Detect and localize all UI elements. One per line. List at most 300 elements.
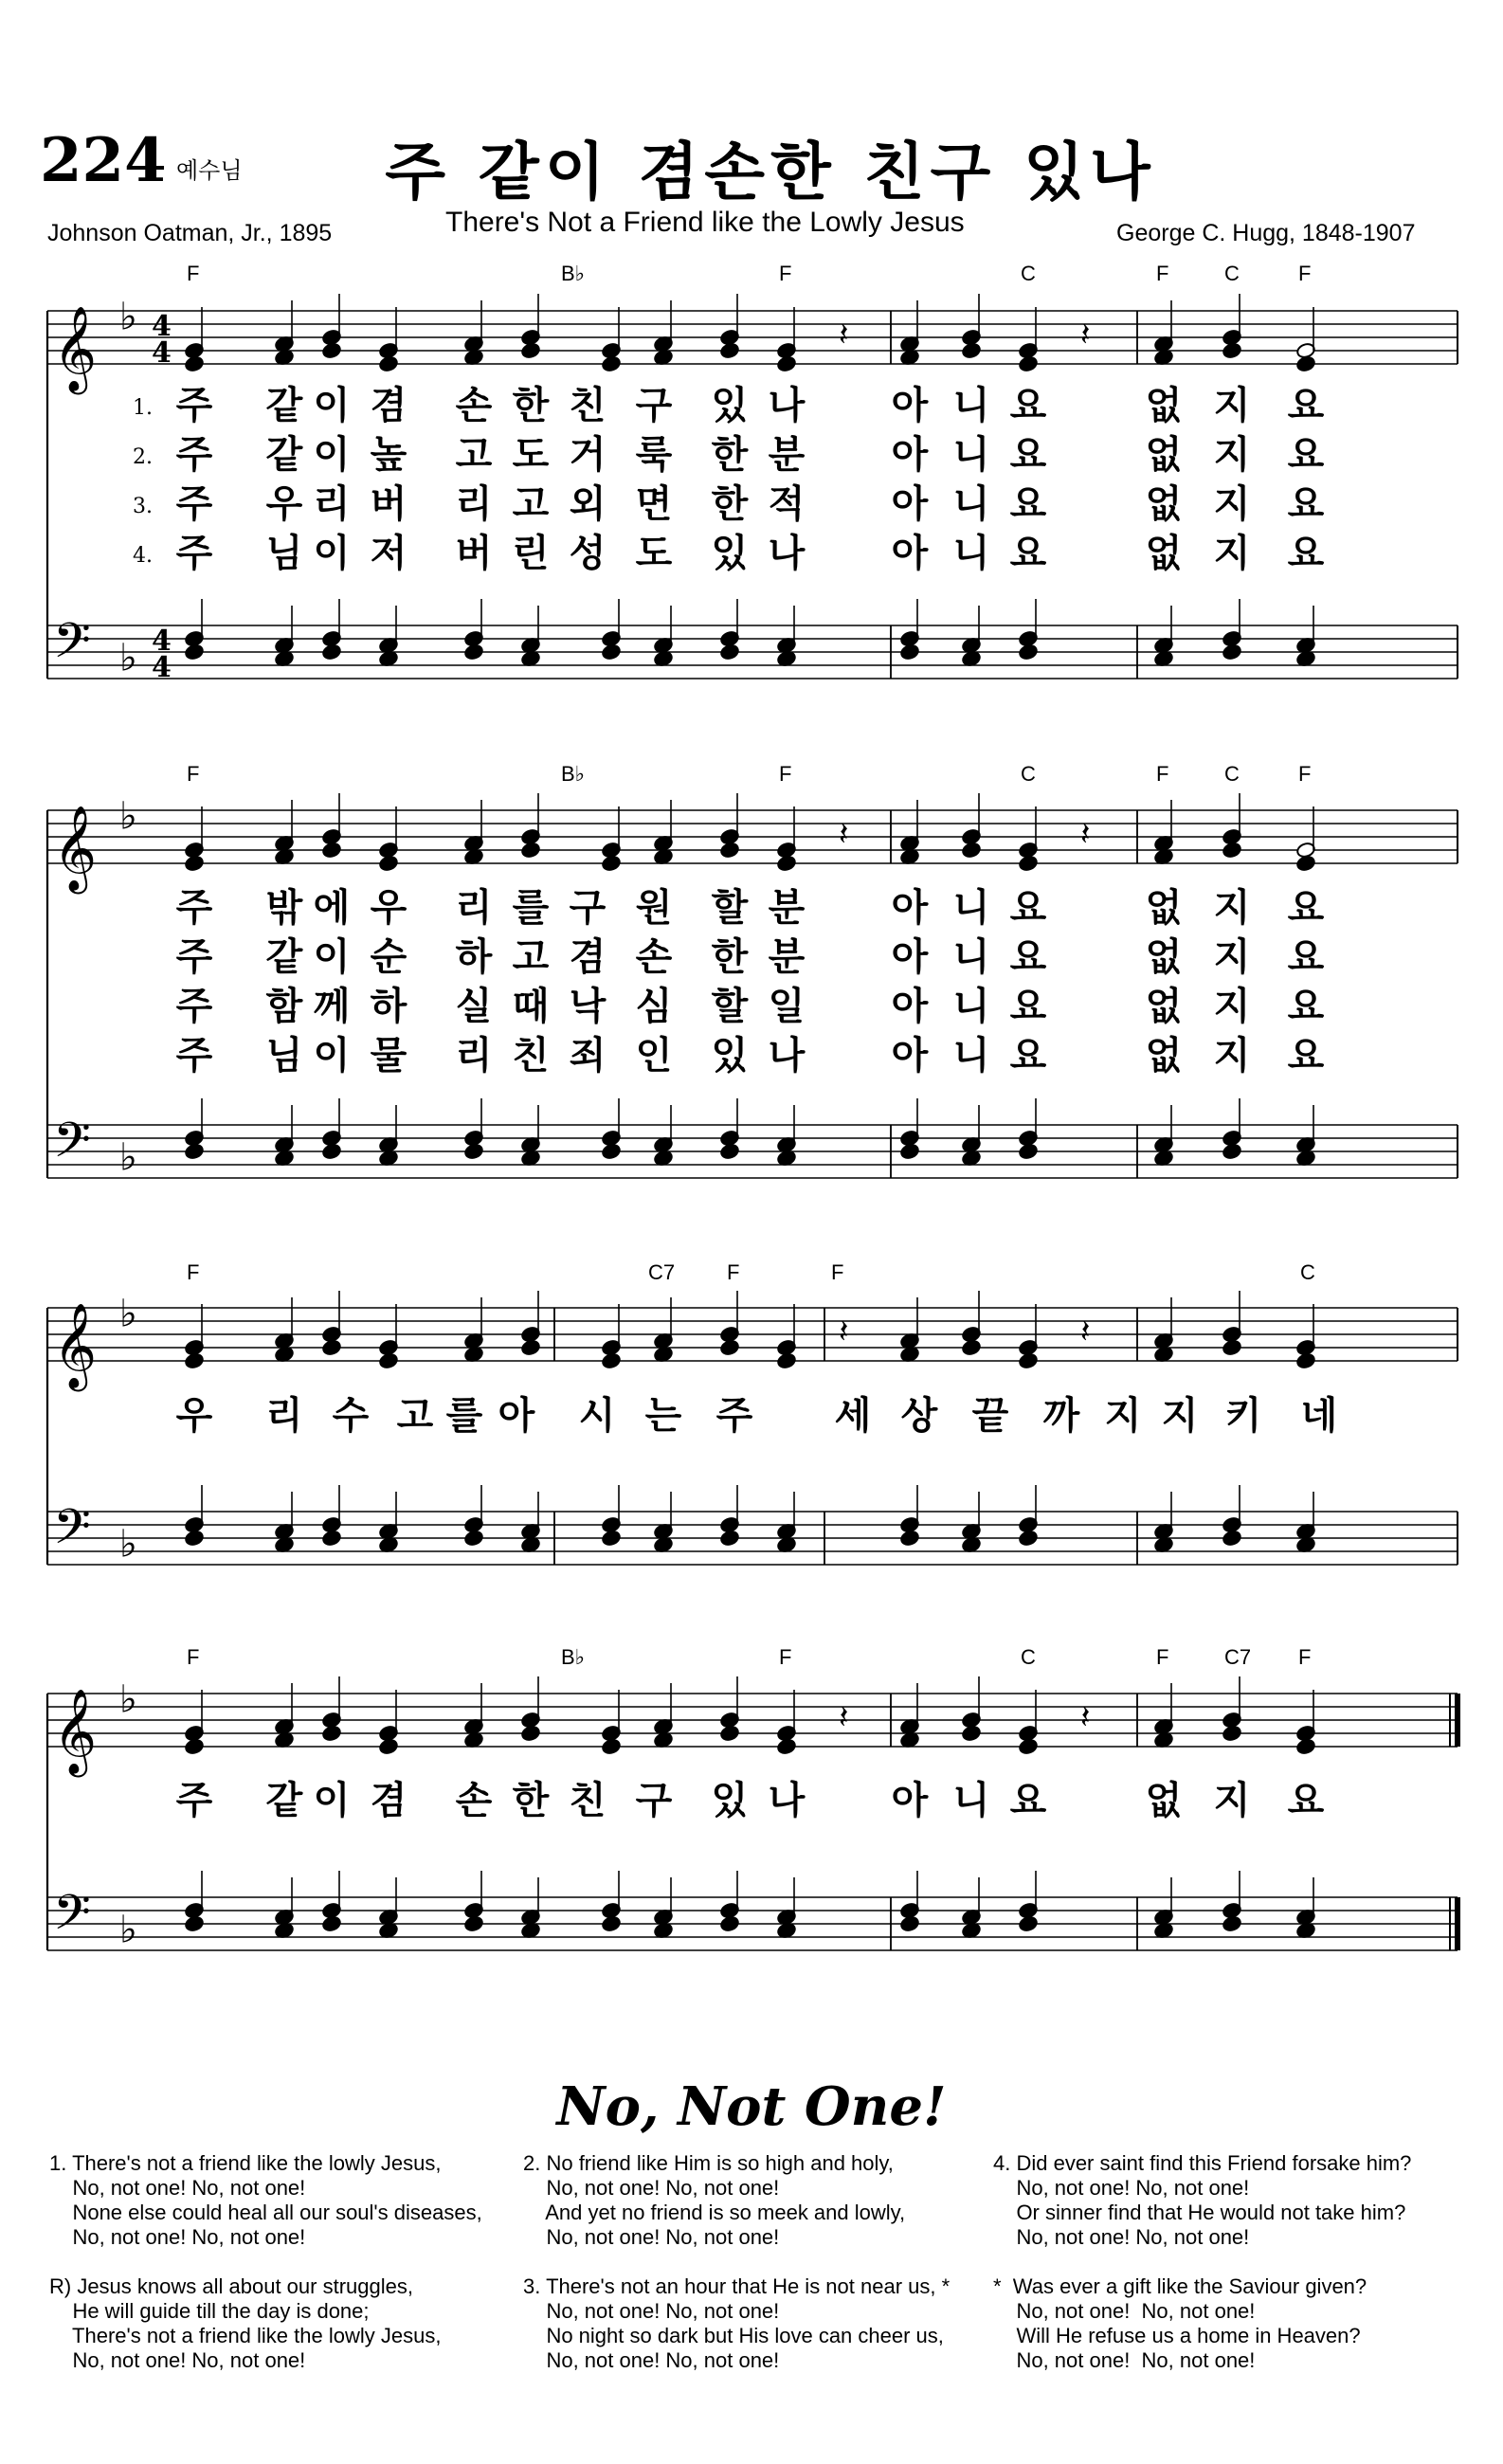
lyric-syllable: 지 xyxy=(1213,433,1251,477)
lyric-syllable: 없 xyxy=(1145,482,1183,526)
rest-icon: 𝄽 xyxy=(1080,1698,1091,1737)
english-verse-line: No, not one! No, not one! xyxy=(993,2225,1250,2249)
lyric-syllable: 낙 xyxy=(569,985,607,1028)
note-head xyxy=(520,842,540,859)
lyric-syllable: 에 xyxy=(313,886,351,930)
lyric-line xyxy=(0,430,1503,480)
lyric-syllable: 니 xyxy=(952,384,990,427)
lyric-syllable: 주 xyxy=(175,384,213,427)
lyric-line xyxy=(0,982,1503,1031)
flat-key-signature-icon: ♭ xyxy=(119,1292,137,1336)
bass-staff xyxy=(47,599,1458,684)
treble-staff xyxy=(47,1676,1458,1778)
lyric-syllable: 우 xyxy=(175,1394,213,1438)
english-verses-column-2 xyxy=(523,2151,950,2373)
lyric-syllable: 순 xyxy=(370,935,407,979)
lyric-syllable: 나 xyxy=(768,532,806,575)
time-signature: 4 xyxy=(152,624,172,658)
lyric-syllable: 겸 xyxy=(370,1779,407,1822)
lyric-syllable: 요 xyxy=(1287,384,1325,427)
lyric-syllable: 니 xyxy=(952,532,990,575)
note-head xyxy=(601,855,621,872)
note-head xyxy=(601,1738,621,1755)
note-head xyxy=(719,1143,739,1160)
bass-clef-icon: 𝄢 xyxy=(53,1883,91,1953)
lyric-syllable: 리 xyxy=(265,1394,303,1438)
lyric-syllable: 고 xyxy=(396,1394,434,1438)
lyric-syllable: 있 xyxy=(711,532,749,575)
chord-symbol: F xyxy=(187,1260,200,1284)
hymn-title-korean: 주 같이 겸손한 친구 있나 xyxy=(385,136,1156,208)
lyric-syllable: 함 xyxy=(265,985,303,1028)
lyric-syllable: 님 xyxy=(265,532,303,575)
treble-clef-icon: 𝄞 xyxy=(53,1689,98,1774)
english-verse-line: No, not one! No, not one! xyxy=(49,2176,306,2200)
verse-number: 2. xyxy=(133,445,153,469)
hymn-category: 예수님 xyxy=(176,157,243,184)
lyric-syllable: 손 xyxy=(455,1779,493,1822)
note-head xyxy=(776,1352,796,1369)
note-head xyxy=(184,1352,204,1369)
note-head xyxy=(1295,1352,1315,1369)
note-head xyxy=(1222,1339,1241,1356)
note-head xyxy=(601,355,621,372)
lyric-syllable: 지 xyxy=(1213,482,1251,526)
lyric-line xyxy=(0,480,1503,529)
lyric-syllable: 겸 xyxy=(569,935,607,979)
note-head xyxy=(899,1143,919,1160)
verse-number: 1. xyxy=(133,396,153,420)
lyric-syllable: 없 xyxy=(1145,985,1183,1028)
note-head xyxy=(378,1738,398,1755)
lyric-syllable: 를 xyxy=(512,886,550,930)
lyric-syllable: 지 xyxy=(1213,1034,1251,1078)
english-title: No, Not One! xyxy=(556,2075,947,2138)
lyric-syllable: 심 xyxy=(635,985,673,1028)
note-head xyxy=(184,1915,204,1932)
lyric-syllable: 친 xyxy=(512,1034,550,1078)
lyric-syllable: 리 xyxy=(455,482,493,526)
lyric-syllable: 린 xyxy=(512,532,550,575)
chord-symbol: F xyxy=(779,262,792,285)
lyric-syllable: 시 xyxy=(578,1394,616,1438)
lyric-syllable: 나 xyxy=(768,1034,806,1078)
chord-symbol: F xyxy=(779,1645,792,1669)
note-head xyxy=(776,855,796,872)
lyric-syllable: 요 xyxy=(1287,985,1325,1028)
bass-staff xyxy=(47,1098,1458,1180)
lyric-syllable: 아 xyxy=(891,1779,929,1822)
lyric-syllable: 룩 xyxy=(635,433,673,477)
lyric-syllable: 아 xyxy=(891,482,929,526)
english-verse-line: He will guide till the day is done; xyxy=(49,2299,370,2323)
lyric-syllable: 요 xyxy=(1009,935,1047,979)
lyric-syllable: 구 xyxy=(635,384,673,427)
note-head xyxy=(1295,355,1315,372)
english-verse-line: No night so dark but His love can cheer us, xyxy=(523,2324,944,2347)
lyric-syllable: 지 xyxy=(1161,1394,1199,1438)
lyric-syllable: 요 xyxy=(1287,935,1325,979)
lyric-syllable: 지 xyxy=(1213,985,1251,1028)
rest-icon: 𝄽 xyxy=(839,316,849,354)
lyric-line xyxy=(0,529,1503,578)
note-head xyxy=(719,842,739,859)
lyric-syllable: 지 xyxy=(1213,935,1251,979)
lyric-syllable: 리 xyxy=(455,886,493,930)
chord-symbol: C xyxy=(1021,762,1036,786)
lyric-syllable: 적 xyxy=(768,482,806,526)
note-head xyxy=(1222,1143,1241,1160)
chord-symbol: F xyxy=(187,1645,200,1669)
note-head xyxy=(378,355,398,372)
lyric-syllable: 같 xyxy=(265,384,303,427)
flat-key-signature-icon: ♭ xyxy=(119,1677,137,1722)
lyric-line xyxy=(0,883,1503,933)
lyric-syllable: 아 xyxy=(891,985,929,1028)
lyric-syllable: 이 xyxy=(313,1034,351,1078)
chord-symbol: F xyxy=(1156,762,1169,786)
chord-symbol: F xyxy=(727,1260,740,1284)
chord-symbol: F xyxy=(1156,262,1169,285)
note-head xyxy=(776,355,796,372)
svg-text:4: 4 xyxy=(152,335,172,370)
rest-icon: 𝄽 xyxy=(1080,1313,1091,1351)
time-signature: 4 xyxy=(152,309,172,343)
lyric-syllable: 요 xyxy=(1009,532,1047,575)
lyric-syllable: 니 xyxy=(952,1779,990,1822)
lyric-syllable: 요 xyxy=(1009,886,1047,930)
lyric-syllable: 우 xyxy=(265,482,303,526)
english-verse-line: No, not one! No, not one! xyxy=(523,2348,780,2372)
verse-number: 3. xyxy=(133,495,153,518)
lyric-syllable: 아 xyxy=(891,886,929,930)
bass-staff xyxy=(47,1485,1458,1567)
lyric-syllable: 니 xyxy=(952,1034,990,1078)
lyric-syllable: 때 xyxy=(512,985,550,1028)
english-verse-line: R) Jesus knows all about our struggles, xyxy=(49,2274,413,2298)
note-head xyxy=(1018,1738,1038,1755)
english-verse-line: Will He refuse us a home in Heaven? xyxy=(993,2324,1361,2347)
lyric-syllable: 님 xyxy=(265,1034,303,1078)
note-head xyxy=(321,1915,341,1932)
lyric-syllable: 네 xyxy=(1300,1394,1338,1438)
lyric-syllable: 손 xyxy=(455,384,493,427)
flat-key-signature-icon: ♭ xyxy=(119,295,137,339)
flat-key-signature-icon: ♭ xyxy=(119,636,137,680)
lyric-syllable: 니 xyxy=(952,935,990,979)
english-verse-line: No, not one! No, not one! xyxy=(993,2299,1256,2323)
note-head xyxy=(184,1530,204,1547)
note-head xyxy=(378,1352,398,1369)
english-verse-line: Or sinner find that He would not take him? xyxy=(993,2201,1406,2224)
lyric-syllable: 요 xyxy=(1287,532,1325,575)
note-head xyxy=(184,355,204,372)
lyric-syllable: 요 xyxy=(1009,985,1047,1028)
chord-symbol: F xyxy=(1156,1645,1169,1669)
lyric-syllable: 없 xyxy=(1145,1034,1183,1078)
lyric-syllable: 인 xyxy=(635,1034,673,1078)
lyric-syllable: 도 xyxy=(635,532,673,575)
lyric-syllable: 하 xyxy=(370,985,407,1028)
lyric-syllable: 버 xyxy=(370,482,407,526)
lyric-syllable: 없 xyxy=(1145,1779,1183,1822)
note-head xyxy=(520,342,540,359)
lyric-syllable: 원 xyxy=(635,886,673,930)
lyric-syllable: 분 xyxy=(768,886,806,930)
note-head xyxy=(184,1143,204,1160)
note-head xyxy=(1018,1143,1038,1160)
lyric-syllable: 우 xyxy=(370,886,407,930)
lyric-syllable: 고 xyxy=(512,935,550,979)
english-verses-column-3 xyxy=(993,2151,1411,2373)
english-verse-line: 1. There's not a friend like the lowly Jesus, xyxy=(49,2151,442,2175)
lyric-syllable: 할 xyxy=(711,886,749,930)
lyric-line xyxy=(0,381,1503,430)
lyric-syllable: 죄 xyxy=(569,1034,607,1078)
hymn-title-english: There's Not a Friend like the Lowly Jesus xyxy=(445,207,965,238)
treble-clef-icon: 𝄞 xyxy=(53,1303,98,1388)
lyric-syllable: 지 xyxy=(1213,886,1251,930)
note-head xyxy=(1222,342,1241,359)
lyric-syllable: 는 xyxy=(644,1394,682,1438)
chord-symbol: B♭ xyxy=(561,1645,586,1669)
lyric-syllable: 구 xyxy=(569,886,607,930)
lyric-line xyxy=(0,1776,1503,1825)
lyric-syllable: 니 xyxy=(952,985,990,1028)
lyric-syllable: 이 xyxy=(313,532,351,575)
chord-symbol: C7 xyxy=(1224,1645,1252,1669)
english-verse-line: There's not a friend like the lowly Jesus, xyxy=(49,2324,442,2347)
note-head xyxy=(1222,1725,1241,1742)
note-head xyxy=(1018,1352,1038,1369)
lyric-syllable: 이 xyxy=(313,384,351,427)
lyric-syllable: 한 xyxy=(711,935,749,979)
english-verse-line: No, not one! No, not one! xyxy=(523,2299,780,2323)
note-head xyxy=(463,1915,483,1932)
lyric-syllable: 아 xyxy=(891,1034,929,1078)
lyric-syllable: 물 xyxy=(370,1034,407,1078)
treble-clef-icon: 𝄞 xyxy=(53,306,98,391)
note-head xyxy=(520,1339,540,1356)
note-head xyxy=(321,342,341,359)
lyric-syllable: 하 xyxy=(455,935,493,979)
lyric-syllable: 요 xyxy=(1009,482,1047,526)
chord-symbol: C xyxy=(1021,1645,1036,1669)
lyric-syllable: 요 xyxy=(1287,1034,1325,1078)
lyric-syllable: 손 xyxy=(635,935,673,979)
lyric-syllable: 친 xyxy=(569,1779,607,1822)
lyric-line xyxy=(0,1031,1503,1080)
note-head xyxy=(776,1738,796,1755)
bass-clef-icon: 𝄢 xyxy=(53,1497,91,1567)
lyric-syllable: 성 xyxy=(569,532,607,575)
lyric-syllable: 아 xyxy=(891,532,929,575)
english-verse-line: No, not one! No, not one! xyxy=(49,2225,306,2249)
lyric-syllable: 나 xyxy=(768,384,806,427)
lyric-syllable: 수 xyxy=(332,1394,370,1438)
chord-symbol: C xyxy=(1300,1260,1315,1284)
english-verse-line: 4. Did ever saint find this Friend forsake him? xyxy=(993,2151,1412,2175)
chord-symbol: F xyxy=(1298,1645,1312,1669)
chord-symbol: F xyxy=(779,762,792,786)
lyric-syllable: 주 xyxy=(175,532,213,575)
lyric-syllable: 있 xyxy=(711,384,749,427)
lyric-syllable: 도 xyxy=(512,433,550,477)
lyric-syllable: 아 xyxy=(891,433,929,477)
chord-symbol: C7 xyxy=(648,1260,676,1284)
note-head xyxy=(321,842,341,859)
lyric-syllable: 나 xyxy=(768,1779,806,1822)
note-head xyxy=(601,1352,621,1369)
lyric-syllable: 밖 xyxy=(265,886,303,930)
english-verse-line: None else could heal all our soul's diseases, xyxy=(49,2201,482,2224)
english-verse-line: No, not one! No, not one! xyxy=(993,2348,1256,2372)
lyric-syllable: 고 xyxy=(512,482,550,526)
lyric-syllable: 주 xyxy=(175,1034,213,1078)
lyric-syllable: 요 xyxy=(1009,1779,1047,1822)
lyric-syllable: 리 xyxy=(455,1034,493,1078)
note-head xyxy=(184,855,204,872)
lyric-syllable: 아 xyxy=(498,1394,535,1438)
lyric-syllable: 분 xyxy=(768,935,806,979)
lyric-syllable: 실 xyxy=(455,985,493,1028)
lyric-syllable: 있 xyxy=(711,1779,749,1822)
note-head xyxy=(378,855,398,872)
english-verse-line: * Was ever a gift like the Saviour given? xyxy=(993,2274,1367,2298)
lyric-syllable: 거 xyxy=(569,433,607,477)
bass-staff xyxy=(47,1871,1458,1952)
lyric-syllable: 까 xyxy=(1042,1394,1080,1438)
lyric-syllable: 할 xyxy=(711,985,749,1028)
english-verse-line: And yet no friend is so meek and lowly, xyxy=(523,2201,906,2224)
chord-symbol: C xyxy=(1224,262,1240,285)
note-head xyxy=(463,1530,483,1547)
lyric-syllable: 같 xyxy=(265,1779,303,1822)
flat-key-signature-icon: ♭ xyxy=(119,1522,137,1567)
note-head xyxy=(1018,1915,1038,1932)
lyric-syllable: 주 xyxy=(175,482,213,526)
rest-icon: 𝄽 xyxy=(839,1313,849,1351)
treble-staff xyxy=(47,1291,1458,1392)
lyric-syllable: 요 xyxy=(1287,433,1325,477)
lyricist-credit: Johnson Oatman, Jr., 1895 xyxy=(47,220,333,246)
note-head xyxy=(321,1339,341,1356)
lyric-syllable: 한 xyxy=(512,1779,550,1822)
chord-symbol: C xyxy=(1021,262,1036,285)
lyric-syllable: 상 xyxy=(900,1394,938,1438)
rest-icon: 𝄽 xyxy=(1080,316,1091,354)
note-head xyxy=(1018,1530,1038,1547)
lyric-syllable: 아 xyxy=(891,935,929,979)
lyric-syllable: 세 xyxy=(834,1394,872,1438)
lyric-syllable: 요 xyxy=(1009,1034,1047,1078)
note-head xyxy=(1295,855,1315,872)
lyric-syllable: 저 xyxy=(370,532,407,575)
note-head xyxy=(719,643,739,661)
flat-key-signature-icon: ♭ xyxy=(119,794,137,839)
lyric-line xyxy=(0,1391,1503,1440)
note-head xyxy=(321,1143,341,1160)
note-head xyxy=(719,1530,739,1547)
lyric-syllable: 친 xyxy=(569,384,607,427)
lyric-syllable: 를 xyxy=(445,1394,483,1438)
note-head xyxy=(1018,855,1038,872)
note-head xyxy=(184,1738,204,1755)
note-head xyxy=(899,643,919,661)
lyric-syllable: 끝 xyxy=(971,1394,1009,1438)
lyric-syllable: 요 xyxy=(1009,433,1047,477)
treble-staff xyxy=(47,793,1458,895)
note-head xyxy=(321,643,341,661)
lyric-syllable: 분 xyxy=(768,433,806,477)
note-head xyxy=(961,842,981,859)
english-verse-line: 3. There's not an hour that He is not near us, * xyxy=(523,2274,951,2298)
lyric-syllable: 주 xyxy=(175,886,213,930)
english-verse-line xyxy=(993,2250,1411,2274)
note-head xyxy=(601,1530,621,1547)
lyric-syllable: 한 xyxy=(512,384,550,427)
lyric-syllable: 없 xyxy=(1145,935,1183,979)
chord-symbol: F xyxy=(1298,762,1312,786)
rest-icon: 𝄽 xyxy=(839,1698,849,1737)
lyric-syllable: 아 xyxy=(891,384,929,427)
lyric-syllable: 고 xyxy=(455,433,493,477)
english-verse-line: No, not one! No, not one! xyxy=(523,2176,780,2200)
note-head xyxy=(1222,1530,1241,1547)
lyric-syllable: 니 xyxy=(952,482,990,526)
english-verse-line: No, not one! No, not one! xyxy=(993,2176,1250,2200)
lyric-syllable: 겸 xyxy=(370,384,407,427)
lyric-syllable: 높 xyxy=(370,433,407,477)
lyric-syllable: 같 xyxy=(265,433,303,477)
lyric-syllable: 없 xyxy=(1145,433,1183,477)
note-head xyxy=(1222,643,1241,661)
bass-clef-icon: 𝄢 xyxy=(53,1111,91,1181)
bass-clef-icon: 𝄢 xyxy=(53,611,91,681)
lyric-syllable: 요 xyxy=(1287,482,1325,526)
lyric-syllable: 외 xyxy=(569,482,607,526)
english-verse-line xyxy=(49,2250,482,2274)
note-head xyxy=(719,1915,739,1932)
note-head xyxy=(601,1143,621,1160)
lyric-syllable: 버 xyxy=(455,532,493,575)
note-head xyxy=(520,1725,540,1742)
verse-number: 4. xyxy=(133,544,153,568)
note-head xyxy=(601,1915,621,1932)
chord-symbol: F xyxy=(1298,262,1312,285)
lyric-syllable: 이 xyxy=(313,433,351,477)
chord-symbol: F xyxy=(831,1260,844,1284)
lyric-syllable: 지 xyxy=(1213,384,1251,427)
rest-icon: 𝄽 xyxy=(1080,815,1091,854)
lyric-syllable: 주 xyxy=(175,433,213,477)
lyric-syllable: 한 xyxy=(711,482,749,526)
note-head xyxy=(961,1725,981,1742)
english-verse-line xyxy=(523,2250,950,2274)
lyric-syllable: 있 xyxy=(711,1034,749,1078)
note-head xyxy=(1018,355,1038,372)
note-head xyxy=(321,1530,341,1547)
note-head xyxy=(961,1339,981,1356)
lyric-syllable: 요 xyxy=(1009,384,1047,427)
lyric-syllable: 없 xyxy=(1145,532,1183,575)
note-head xyxy=(1295,1738,1315,1755)
lyric-syllable: 이 xyxy=(313,1779,351,1822)
lyric-syllable: 지 xyxy=(1213,1779,1251,1822)
lyric-syllable: 요 xyxy=(1287,886,1325,930)
rest-icon: 𝄽 xyxy=(839,815,849,854)
lyric-syllable: 리 xyxy=(313,482,351,526)
